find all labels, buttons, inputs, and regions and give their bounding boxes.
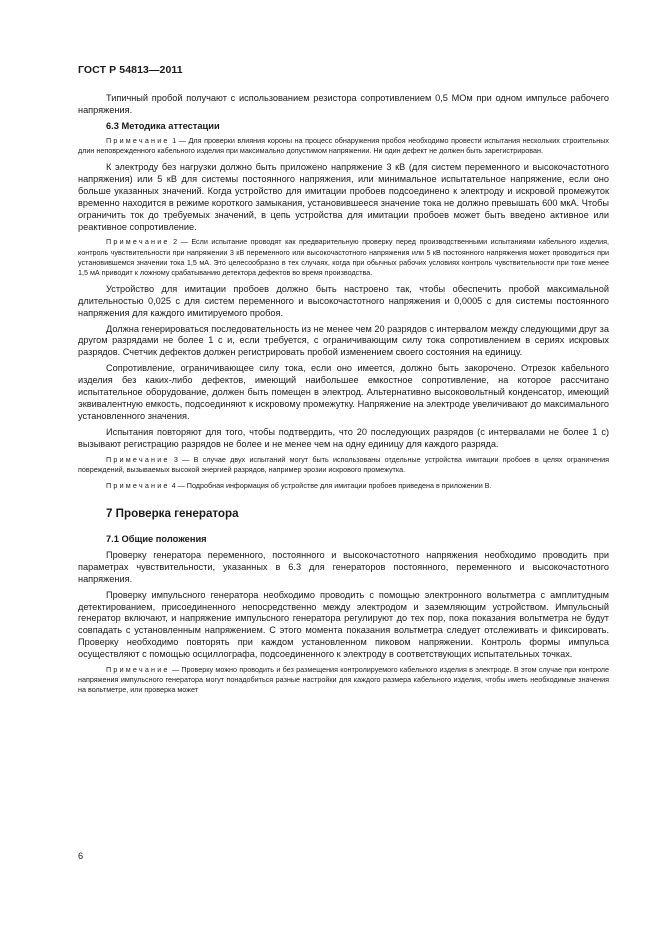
page-number: 6	[78, 851, 84, 861]
paragraph: Должна генерироваться последовательность из не менее чем 20 разрядов с интервалом между следующими друг за другом разрядами не более 1 с и, если требуется, с ограничивающим силу тока сопротивлением в сериях искровых разрядов. Счетчик дефектов должен регистрировать пробой изменением своего состояния на единицу.	[78, 323, 609, 358]
section-heading-6-3: 6.3 Методика аттестации	[106, 120, 220, 131]
note-label: Примечание	[106, 237, 170, 247]
note-text: — Проверку можно проводить и без размещения контролируемого кабельного изделия в электроде. В этом случае при контроле напряжения импульсного генератора могут понадобиться разные настройки для каждого размера кабельного изделия, чтобы иметь необходимые значения на вольтметре, или проверка может	[78, 665, 609, 695]
note-5	[78, 665, 609, 695]
note-2	[78, 237, 609, 277]
paragraph: К электроду без нагрузки должно быть приложено напряжение 3 кВ (для систем переменного и высокочастотного напряжения) или 5 кВ для системы постоянного напряжения, или минимальное испытательное напряжение, если оно больше указанных значений. Когда устройство для имитации пробоев подсоединено к электроду и искровой промежуток временно находится в режиме короткого замыкания, установившееся значение тока не должно превышать 600 мкА. Чтобы ограничить ток до требуемых значений, в цепь устройства для имитации пробоев может быть введено активное или реактивное сопротивление.	[78, 162, 609, 232]
note-label: Примечание	[106, 480, 170, 490]
paragraph: Проверку импульсного генератора необходимо проводить с помощью электронного вольтметра с амплитудным детектированием, присоединенного непосредственно между электродом и заземляющим устройством. Импульсный генератор включают, и напряжение импульсного генератора регулируют до тех пор, пока показания вольтметра не будут совпадать с установленным напряжением. С этого момента показания вольтметра следует отслеживать и фиксировать. Проверку необходимо повторять при каждом установленном пиковом напряжении. Контроль формы импульса осуществляют с помощью осциллографа, подсоединенного к электроду в соответствующих испытательных точках.	[78, 589, 609, 660]
note-1	[78, 136, 609, 156]
paragraph: Типичный пробой получают с использованием резистора сопротивлением 0,5 МОм при одном импульсе рабочего напряжения.	[78, 93, 609, 115]
paragraph: Проверку генератора переменного, постоянного и высокочастотного напряжения необходимо проводить при параметрах чувствительности, указанных в 6.3 для генераторов постоянного, переменного и высокочастотного напряжения.	[78, 549, 609, 584]
section-heading-7: 7 Проверка генератора	[106, 506, 239, 520]
paragraph: Испытания повторяют для того, чтобы подтвердить, что 20 последующих разрядов (с интервалами не более 1 с) вызывают регистрацию разрядов не более и не менее чем на одну единицу для каждого разряда.	[78, 426, 609, 449]
section-heading-7-1: 7.1 Общие положения	[106, 533, 207, 544]
note-text: 1 — Для проверки влияния короны на процесс обнаружения пробоя необходимо провести испытания нескольких строительных длин неповрежденного кабельного изделия при максимально допустимом напряжении. Ни один дефект не должен быть зарегистрирован.	[78, 135, 609, 155]
note-text: 4 — Подробная информация об устройстве для имитации пробоев приведена в приложении В.	[169, 480, 492, 490]
note-4	[78, 481, 609, 491]
note-text: 2 — Если испытание проводят как предварительную проверку перед производственными испытаниями кабельного изделия, контроль чувствительности при напряжении 3 кВ переменного или высокочастотного напряжения или 5 кВ постоянного напряжения может проводиться при установившемся значении тока 1,5 мА. Это целесообразно в тех случаях, когда при обычных рабочих условиях контроль чувствительности при токе менее 1,5 мА приводит к ложному срабатыванию детектора дефектов во время производства.	[78, 237, 609, 277]
note-label: Примечание	[106, 135, 170, 145]
document-header: ГОСТ Р 54813—2011	[78, 64, 183, 76]
paragraph: Сопротивление, ограничивающее силу тока, если оно имеется, должно быть закорочено. Отрезок кабельного изделия без каких-либо дефектов, имеющий наибольшее емкостное сопротивление, на которое рассчитано испытательное оборудование, должен быть помещен в электрод. Альтернативно высоковольтный конденсатор, имеющий эквивалентную емкость, подсоединяют к искровому промежутку. Напряжение на электроде увеличивают до максимального установленного значения.	[78, 363, 609, 421]
paragraph: Устройство для имитации пробоев должно быть настроено так, чтобы обеспечить пробой максимальной длительностью 0,025 с для систем переменного и высокочастотного напряжения и 0,0005 с для системы постоянного напряжения для каждого имитируемого пробоя.	[78, 283, 609, 318]
note-text: 3 — В случае двух испытаний могут быть использованы отдельные устройства имитации пробоев в целях ограничения повреждений, вызываемых высокой энергией разрядов, например эрозии искрового промежутка.	[78, 454, 609, 474]
note-label: Примечание	[106, 454, 170, 464]
page-body	[78, 93, 609, 701]
note-label: Примечание	[106, 665, 170, 675]
note-3	[78, 455, 609, 475]
